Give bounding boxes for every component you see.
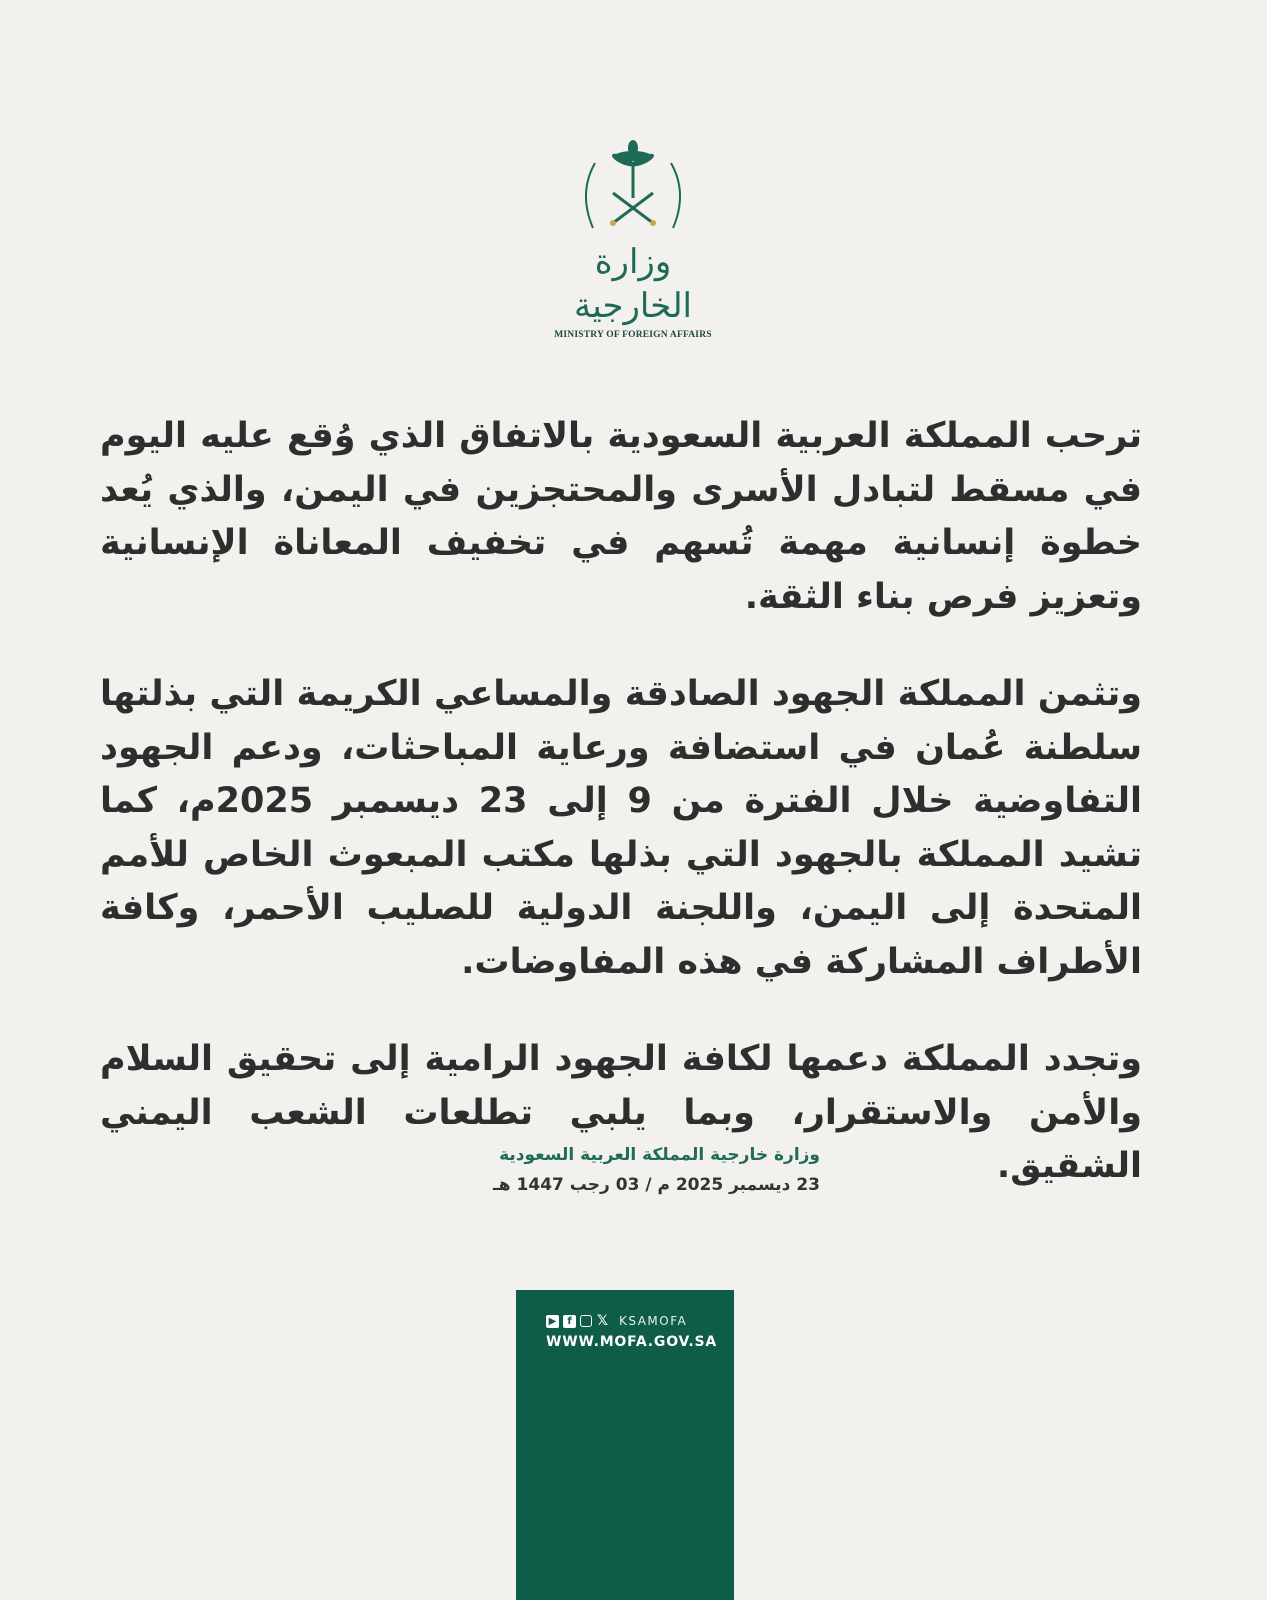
instagram-icon[interactable] [580, 1315, 592, 1327]
logo-arabic-text: وزارة الخارجية [573, 242, 693, 326]
issuer: وزارة خارجية المملكة العربية السعودية [499, 1145, 820, 1165]
ministry-logo [533, 138, 733, 340]
logo-english-text: MINISTRY OF FOREIGN AFFAIRS [554, 330, 712, 340]
paragraph-3: وتجدد المملكة دعمها لكافة الجهود الرامية إلى تحقيق السلام والأمن والاستقرار، وبما يلبي تطلعات الشعب اليمني الشقيق. [100, 1039, 1142, 1186]
paragraph-2: وتثمن المملكة الجهود الصادقة والمساعي الكريمة التي بذلتها سلطنة عُمان في استضافة ورعاية المباحثات، ودعم الجهود التفاوضية خلال الفترة من 9 إلى 23 ديسمبر 2025م، كما تشيد المملكة بالجهود التي بذلها مكتب المبعوث الخاص للأمم المتحدة إلى اليمن، واللجنة الدولية للصليب الأحمر، وكافة الأطراف المشاركة في هذه المفاوضات. [100, 674, 1142, 982]
x-icon[interactable]: 𝕏 [596, 1313, 609, 1329]
statement-body [100, 410, 1142, 1238]
youtube-icon[interactable]: ▶ [546, 1315, 559, 1328]
facebook-icon[interactable]: f [563, 1315, 576, 1328]
signature-block [420, 1140, 820, 1200]
website-link[interactable]: WWW.MOFA.GOV.SA [546, 1334, 717, 1350]
social-handle: KSAMOFA [619, 1314, 688, 1328]
social-links [546, 1314, 687, 1328]
paragraph-1: ترحب المملكة العربية السعودية بالاتفاق الذي وُقع عليه اليوم في مسقط لتبادل الأسرى والمحتجزين في اليمن، والذي يُعد خطوة إنسانية مهمة تُسهم في تخفيف المعاناة الإنسانية وتعزيز فرص بناء الثقة. [100, 416, 1142, 617]
footer-box [516, 1290, 734, 1600]
saudi-emblem-icon [573, 138, 693, 238]
date: 23 ديسمبر 2025 م / 03 رجب 1447 هـ [493, 1175, 820, 1195]
